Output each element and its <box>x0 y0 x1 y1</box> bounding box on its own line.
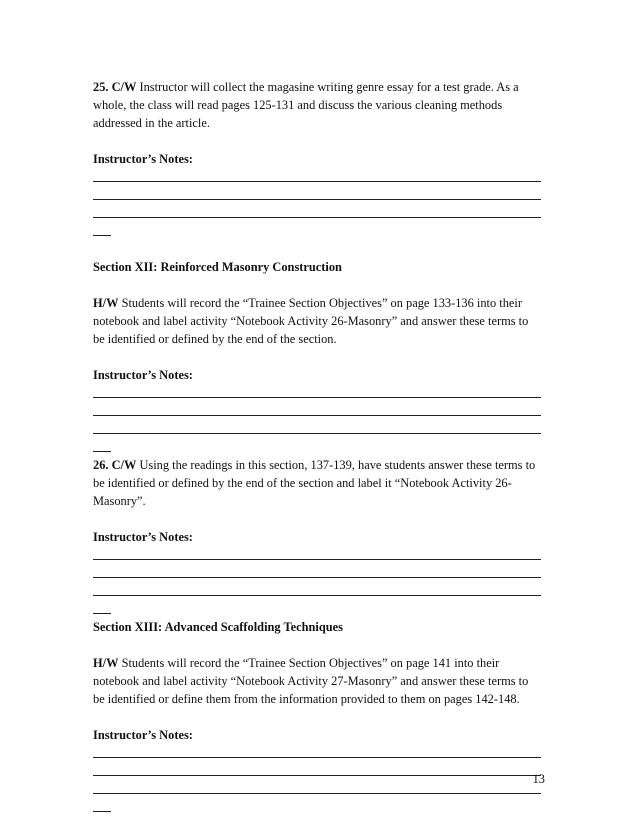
notes-line <box>93 164 541 182</box>
notes-line-short <box>93 596 111 614</box>
activity-paragraph <box>93 78 541 132</box>
page-number: 13 <box>532 772 545 786</box>
activity-lead: 25. C/W <box>93 80 137 94</box>
activity-lead: H/W <box>93 296 119 310</box>
notes-line <box>93 380 541 398</box>
section-heading: Section XII: Reinforced Masonry Construction <box>93 260 342 274</box>
activity-text: Students will record the “Trainee Section Objectives” on page 133-136 into their notebook and label activity “Notebook Activity 26-Masonry” and answer these terms to be identified or defined by the end of the section. <box>93 296 529 346</box>
activity-paragraph <box>93 654 541 708</box>
document-page <box>93 78 541 816</box>
activity-paragraph <box>93 456 541 510</box>
activity-lead: 26. C/W <box>93 458 137 472</box>
notes-line <box>93 578 541 596</box>
activity-lead: H/W <box>93 656 119 670</box>
notes-line-short <box>93 218 111 236</box>
instructor-notes-label: Instructor’s Notes: <box>93 152 193 166</box>
instructor-notes-label: Instructor’s Notes: <box>93 728 193 742</box>
activity-text: Instructor will collect the magasine writing genre essay for a test grade. As a whole, the class will read pages 125-131 and discuss the various cleaning methods addressed in the article. <box>93 80 519 130</box>
activity-text: Using the readings in this section, 137-139, have students answer these terms to be identified or defined by the end of the section and label it “Notebook Activity 26-Masonry”. <box>93 458 536 508</box>
notes-line <box>93 740 541 758</box>
activity-paragraph <box>93 294 541 348</box>
notes-line <box>93 542 541 560</box>
notes-line <box>93 416 541 434</box>
instructor-notes-label: Instructor’s Notes: <box>93 368 193 382</box>
notes-line-short <box>93 794 111 812</box>
instructor-notes-label: Instructor’s Notes: <box>93 530 193 544</box>
notes-line-short <box>93 434 111 452</box>
activity-text: Students will record the “Trainee Section Objectives” on page 141 into their notebook and label activity “Notebook Activity 27-Masonry” and answer these terms to be identified or define them from the information provided to them on pages 142-148. <box>93 656 529 706</box>
notes-line <box>93 560 541 578</box>
notes-line <box>93 182 541 200</box>
notes-line <box>93 758 541 776</box>
notes-line <box>93 776 541 794</box>
notes-line <box>93 398 541 416</box>
section-heading: Section XIII: Advanced Scaffolding Techniques <box>93 620 343 634</box>
notes-line <box>93 200 541 218</box>
